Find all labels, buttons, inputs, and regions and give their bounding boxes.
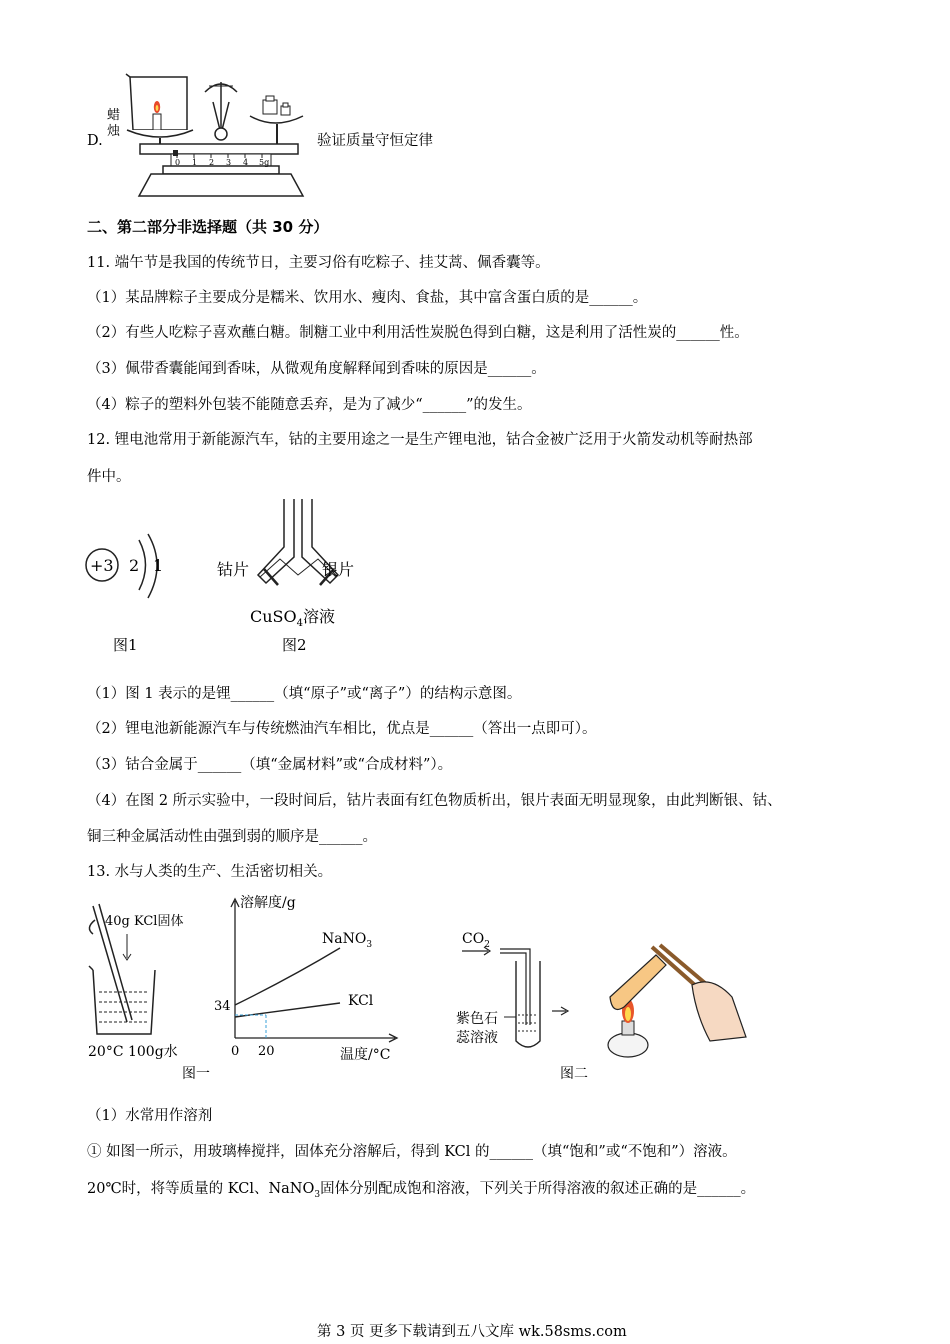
cuso4-label: CuSO$_4$溶液 bbox=[250, 607, 336, 630]
shell-1-electrons: 2 bbox=[129, 556, 140, 575]
fig-a-caption: 图一 bbox=[182, 1066, 210, 1082]
kcl-solid-label: 40g KCl固体 bbox=[105, 914, 184, 929]
scale-tick-0: 0 bbox=[175, 158, 181, 167]
q11-part2: （2）有些人吃粽子喜欢蘸白糖。制糖工业中利用活性炭脱色得到白糖，这是利用了活性炭的______性。 bbox=[87, 325, 749, 341]
candle-label-2: 烛 bbox=[107, 124, 121, 139]
nano3-curve-label: NaNO$_3$ bbox=[322, 931, 373, 950]
balance-figure bbox=[125, 72, 315, 202]
section-title: 二、第二部分非选择题（共 30 分） bbox=[87, 218, 329, 236]
fig-b-caption: 图二 bbox=[560, 1066, 588, 1082]
scale-tick-1: 1 bbox=[192, 158, 198, 167]
silver-sheet-label: 银片 bbox=[322, 560, 355, 579]
kcl-curve-label: KCl bbox=[348, 993, 374, 1009]
cobalt-sheet-label: 钴片 bbox=[217, 560, 250, 579]
graph-x-0: 0 bbox=[231, 1044, 240, 1059]
candle-label-1: 蜡 bbox=[107, 108, 121, 123]
solubility-graph bbox=[210, 893, 410, 1063]
q12-part1: （1）图 1 表示的是锂______（填“原子”或“离子”）的结构示意图。 bbox=[87, 686, 522, 702]
q13-part1-item1: ① 如图一所示，用玻璃棒搅拌，固体充分溶解后，得到 KCl 的______（填“饱和”或“不饱和”）溶液。 bbox=[87, 1144, 737, 1160]
nucleus-charge: +3 bbox=[90, 556, 114, 575]
shell-2-electrons: 1 bbox=[153, 556, 164, 575]
water-label: 20°C 100g水 bbox=[88, 1044, 178, 1060]
scale-tick-4: 4 bbox=[243, 158, 249, 167]
q12-stem-line1: 12. 锂电池常用于新能源汽车，钴的主要用途之一是生产锂电池，钴合金被广泛用于火箭发动机等耐热部 bbox=[87, 432, 753, 448]
q12-stem-line2: 件中。 bbox=[87, 469, 131, 485]
fig2-caption: 图2 bbox=[282, 636, 307, 654]
q12-part3: （3）钴合金属于______（填“金属材料”或“合成材料”）。 bbox=[87, 757, 453, 773]
option-d-text: 验证质量守恒定律 bbox=[317, 133, 433, 149]
option-d-letter: D. bbox=[87, 133, 103, 149]
q12-part4-line1: （4）在图 2 所示实验中，一段时间后，钴片表面有红色物质析出，银片表面无明显现象，由此判断银、钴、 bbox=[87, 793, 782, 809]
scale-tick-5: 5g bbox=[259, 158, 270, 167]
fig1-caption: 图1 bbox=[113, 636, 138, 654]
atom-structure-figure bbox=[84, 530, 174, 605]
q11-part1: （1）某品牌粽子主要成分是糯米、饮用水、瘦肉、食盐，其中富含蛋白质的是______。 bbox=[87, 290, 648, 306]
graph-y-34: 34 bbox=[214, 999, 231, 1014]
scale-tick-3: 3 bbox=[226, 158, 232, 167]
q12-part2: （2）锂电池新能源汽车与传统燃油汽车相比，优点是______（答出一点即可）。 bbox=[87, 721, 597, 737]
litmus-figure bbox=[460, 945, 760, 1065]
litmus-label-2: 蕊溶液 bbox=[456, 1030, 498, 1046]
q13-part1: （1）水常用作溶剂 bbox=[87, 1108, 213, 1124]
scale-tick-2: 2 bbox=[209, 158, 215, 167]
graph-xlabel: 温度/°C bbox=[340, 1047, 391, 1063]
q13-part1-item2: 20℃时，将等质量的 KCl、NaNO$_3$固体分别配成饱和溶液，下列关于所得溶液的叙述正确的是______。 bbox=[87, 1181, 756, 1200]
y-tube-figure bbox=[250, 495, 360, 605]
q13-stem: 13. 水与人类的生产、生活密切相关。 bbox=[87, 864, 333, 880]
graph-x-20: 20 bbox=[258, 1044, 275, 1059]
litmus-label-1: 紫色石 bbox=[456, 1011, 498, 1027]
graph-ylabel: 溶解度/g bbox=[240, 895, 296, 911]
q11-part3: （3）佩带香囊能闻到香味，从微观角度解释闻到香味的原因是______。 bbox=[87, 361, 546, 377]
q11-stem: 11. 端午节是我国的传统节日，主要习俗有吃粽子、挂艾蒿、佩香囊等。 bbox=[87, 255, 550, 271]
q12-part4-line2: 铜三种金属活动性由强到弱的顺序是______。 bbox=[87, 829, 377, 845]
page-footer: 第 3 页 更多下载请到五八文库 wk.58sms.com bbox=[317, 1324, 627, 1340]
q11-part4: （4）粽子的塑料外包装不能随意丢弃，是为了减少“______”的发生。 bbox=[87, 397, 532, 413]
co2-label: $CO_2$ bbox=[462, 931, 490, 950]
